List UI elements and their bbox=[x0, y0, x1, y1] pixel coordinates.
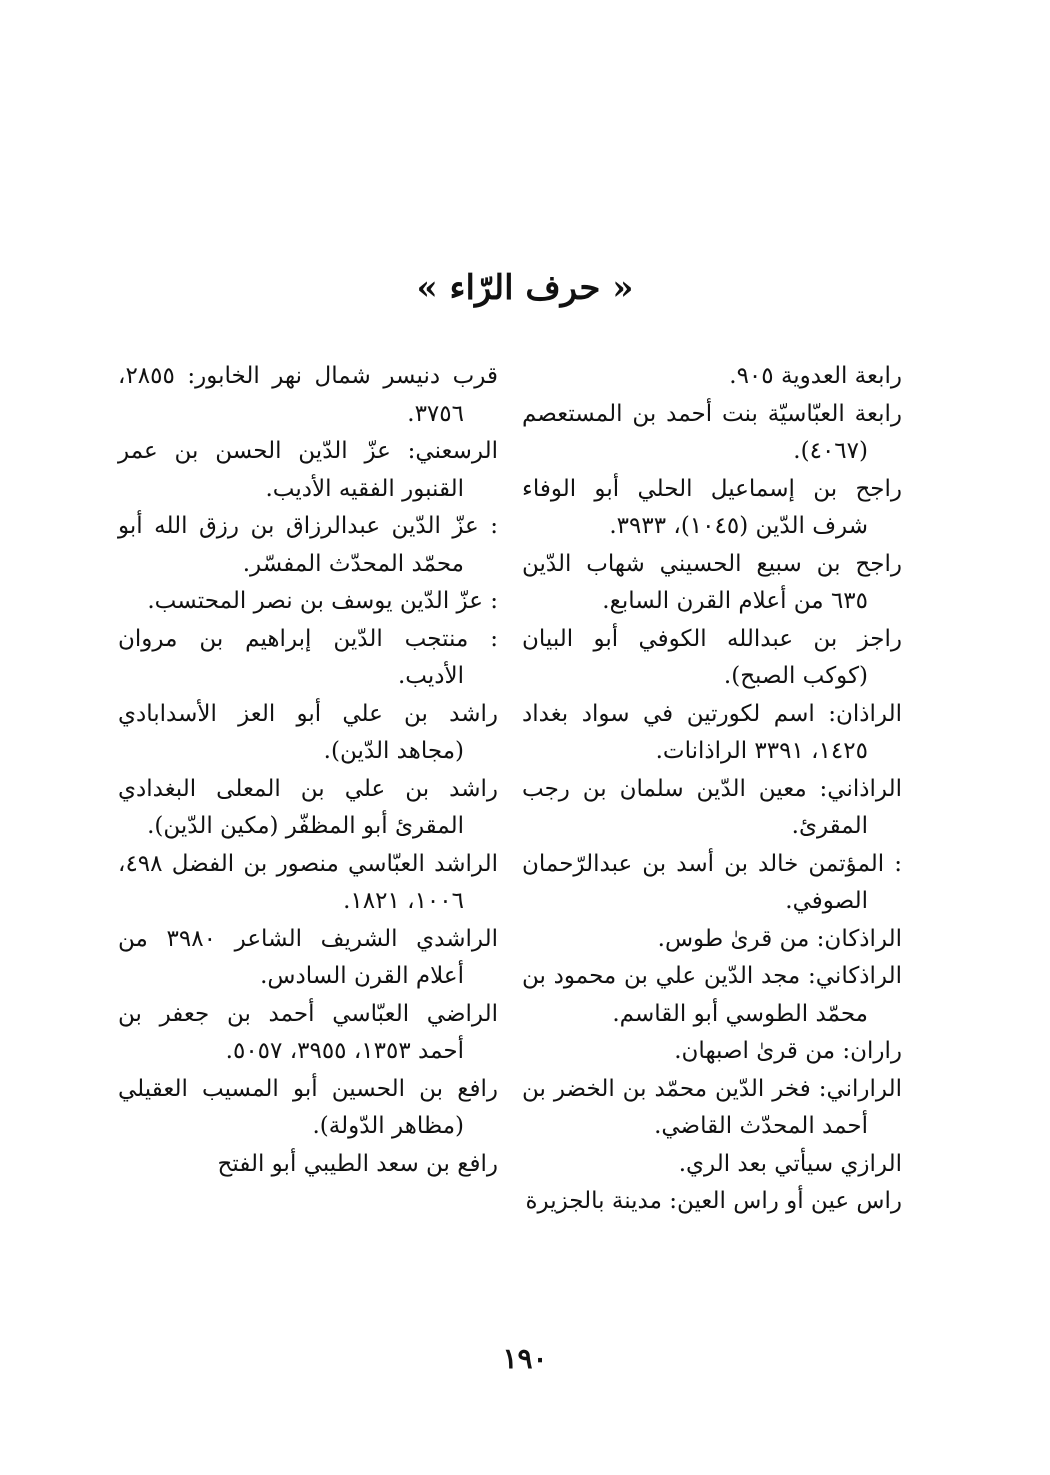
index-entry: الرازي سيأتي بعد الري. bbox=[678, 1150, 902, 1177]
index-column-left bbox=[118, 358, 498, 1183]
index-entry: رافع بن سعد الطيبي أبو الفتح bbox=[217, 1150, 498, 1177]
index-entry: : منتجب الدّين إبراهيم بن مروان الأديب. bbox=[118, 625, 498, 689]
index-entry: الراشد العبّاسي منصور بن الفضل ٤٩٨، ١٠٠٦، ١٨٢١. bbox=[118, 850, 498, 914]
index-entry: قرب دنيسر شمال نهر الخابور: ٢٨٥٥، ٣٧٥٦. bbox=[118, 363, 498, 427]
index-entry: : عزّ الدّين عبدالرزاق بن رزق الله أبو محمّد المحدّث المفسّر. bbox=[118, 513, 498, 577]
index-entry: الراذان: اسم لكورتين في سواد بغداد ١٤٢٥، ٣٣٩١ الراذانات. bbox=[522, 700, 902, 764]
index-entry: الراذكاني: مجد الدّين علي بن محمود بن محمّد الطوسي أبو القاسم. bbox=[522, 963, 902, 1027]
index-entry: الراذاني: معين الدّين سلمان بن رجب المقرئ. bbox=[522, 775, 902, 839]
index-entry: الرسعني: عزّ الدّين الحسن بن عمر القنبور الفقيه الأديب. bbox=[118, 438, 498, 502]
index-entry: راس عين أو راس العين: مدينة بالجزيرة bbox=[525, 1188, 902, 1214]
index-entry: رافع بن الحسين أبو المسيب العقيلي (مظاهر الدّولة). bbox=[118, 1075, 498, 1139]
index-entry: رابعة العبّاسيّة بنت أحمد بن المستعصم (٤٠٦٧). bbox=[522, 400, 902, 464]
index-entry: الراشدي الشريف الشاعر ٣٩٨٠ من أعلام القرن السادس. bbox=[118, 925, 499, 989]
index-column-right bbox=[522, 358, 902, 1221]
index-entry: راجح بن إسماعيل الحلي أبو الوفاء شرف الدّين (١٠٤٥)، ٣٩٣٣. bbox=[522, 475, 902, 539]
index-entry: الراضي العبّاسي أحمد بن جعفر بن أحمد ١٣٥٣، ٣٩٥٥، ٥٠٥٧. bbox=[118, 1000, 498, 1064]
index-entry: راجح بن سبيع الحسيني شهاب الدّين ٦٣٥ من أعلام القرن السابع. bbox=[522, 550, 902, 614]
index-entry: راران: من قرىٰ اصبهان. bbox=[674, 1038, 902, 1064]
index-entry: راشد بن علي بن المعلى البغدادي المقرئ أبو المظفّر (مكين الدّين). bbox=[118, 775, 498, 839]
index-entry: : المؤتمن خالد بن أسد بن عبدالرّحمان الصوفي. bbox=[522, 850, 902, 914]
page-heading: « حرف الرّاء » bbox=[416, 268, 634, 308]
index-entry: الراراني: فخر الدّين محمّد بن الخضر بن أحمد المحدّث القاضي. bbox=[522, 1075, 902, 1139]
page-number: ١٩٠ bbox=[502, 1342, 548, 1375]
index-entry: الراذكان: من قرىٰ طوس. bbox=[657, 925, 902, 952]
index-entry: راجز بن عبدالله الكوفي أبو البيان (كوكب الصبح). bbox=[522, 625, 902, 689]
index-entry: : عزّ الدّين يوسف بن نصر المحتسب. bbox=[147, 588, 498, 614]
index-entry: رابعة العدوية ٩٠٥. bbox=[729, 363, 902, 389]
index-entry: راشد بن علي أبو العز الأسدابادي (مجاهد الدّين). bbox=[118, 700, 498, 764]
